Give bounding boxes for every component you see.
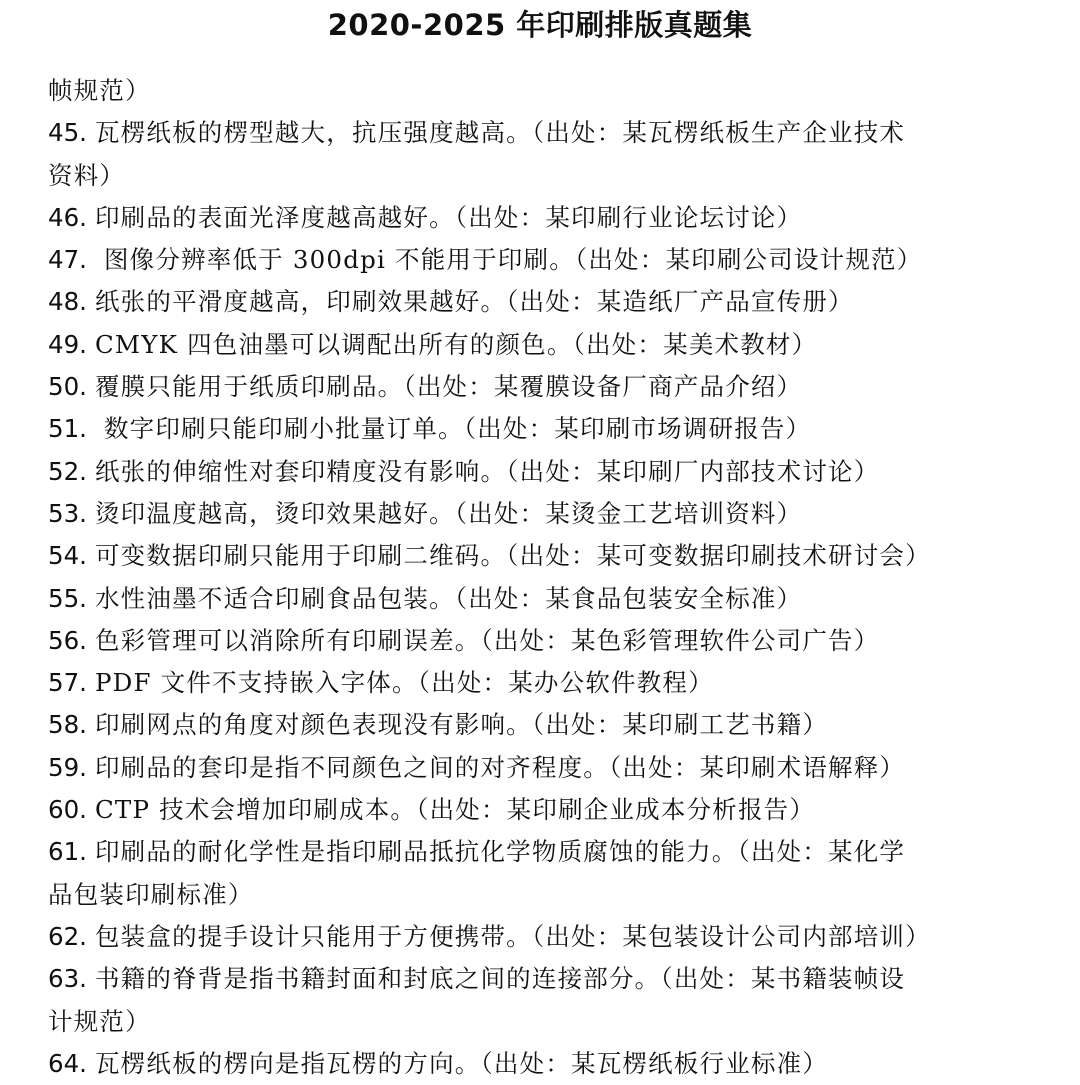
item-text: PDF 文件不支持嵌入字体。（出处：某办公软件教程） xyxy=(94,668,714,698)
item-text: 烫印温度越高，烫印效果越好。（出处：某烫金工艺培训资料） xyxy=(94,498,803,528)
item-number: 53. xyxy=(48,498,87,528)
item-text: 包装盒的提手设计只能用于方便携带。（出处：某包装设计公司内部培训） xyxy=(94,921,931,951)
item-text: 覆膜只能用于纸质印刷品。（出处：某覆膜设备厂商产品介绍） xyxy=(94,372,803,402)
item-number: 45. xyxy=(48,118,87,148)
list-item xyxy=(48,281,1048,323)
list-item xyxy=(48,408,1048,450)
item-text: 计规范） xyxy=(48,1006,151,1036)
list-item xyxy=(48,112,1048,154)
list-item xyxy=(48,831,1048,873)
list-item xyxy=(48,70,1048,112)
item-text: 瓦楞纸板的楞型越大，抗压强度越高。（出处：某瓦楞纸板生产企业技术 xyxy=(94,118,906,148)
item-number: 55. xyxy=(48,583,87,613)
item-number: 50. xyxy=(48,372,87,402)
item-number: 47. xyxy=(48,245,87,275)
item-number: 64. xyxy=(48,1048,87,1078)
item-text: CMYK 四色油墨可以调配出所有的颜色。（出处：某美术教材） xyxy=(94,329,818,359)
item-text: 资料） xyxy=(48,160,126,190)
list-item xyxy=(48,874,1048,916)
item-number: 63. xyxy=(48,964,87,994)
list-item xyxy=(48,493,1048,535)
list-item xyxy=(48,704,1048,746)
item-text: 印刷品的套印是指不同颜色之间的对齐程度。（出处：某印刷术语解释） xyxy=(94,752,906,782)
item-number: 60. xyxy=(48,795,87,825)
list-item xyxy=(48,620,1048,662)
item-text: 品包装印刷标准） xyxy=(48,879,254,909)
item-text: 纸张的平滑度越高，印刷效果越好。（出处：某造纸厂产品宣传册） xyxy=(94,287,854,317)
item-text: 书籍的脊背是指书籍封面和封底之间的连接部分。（出处：某书籍装帧设 xyxy=(94,964,906,994)
list-item xyxy=(48,239,1048,281)
list-item xyxy=(48,662,1048,704)
list-item xyxy=(48,366,1048,408)
item-text: 帧规范） xyxy=(48,76,151,105)
item-text: 印刷网点的角度对颜色表现没有影响。（出处：某印刷工艺书籍） xyxy=(94,710,829,740)
item-number: 49. xyxy=(48,329,87,359)
item-text: 印刷品的耐化学性是指印刷品抵抗化学物质腐蚀的能力。（出处：某化学 xyxy=(94,837,906,867)
question-list xyxy=(48,70,1048,1085)
item-text: 纸张的伸缩性对套印精度没有影响。（出处：某印刷厂内部技术讨论） xyxy=(94,456,880,486)
list-item xyxy=(48,958,1048,1000)
list-item xyxy=(48,1001,1048,1043)
item-number: 51. xyxy=(48,414,87,444)
list-item xyxy=(48,324,1048,366)
list-item xyxy=(48,789,1048,831)
item-number: 61. xyxy=(48,837,87,867)
list-item xyxy=(48,1043,1048,1085)
list-item xyxy=(48,747,1048,789)
item-number: 58. xyxy=(48,710,87,740)
item-text: 图像分辨率低于 300dpi 不能用于印刷。（出处：某印刷公司设计规范） xyxy=(94,245,923,275)
list-item xyxy=(48,451,1048,493)
item-text: 色彩管理可以消除所有印刷误差。（出处：某色彩管理软件公司广告） xyxy=(94,625,880,655)
item-text: 瓦楞纸板的楞向是指瓦楞的方向。（出处：某瓦楞纸板行业标准） xyxy=(94,1048,829,1078)
list-item xyxy=(48,197,1048,239)
item-number: 59. xyxy=(48,752,87,782)
item-number: 52. xyxy=(48,456,87,486)
item-text: 可变数据印刷只能用于印刷二维码。（出处：某可变数据印刷技术研讨会） xyxy=(94,541,931,571)
item-text: 印刷品的表面光泽度越高越好。（出处：某印刷行业论坛讨论） xyxy=(94,202,803,232)
list-item xyxy=(48,535,1048,577)
item-number: 62. xyxy=(48,921,87,951)
item-number: 46. xyxy=(48,202,87,232)
page-title: 2020-2025 年印刷排版真题集 xyxy=(327,8,753,42)
item-number: 54. xyxy=(48,541,87,571)
list-item xyxy=(48,155,1048,197)
item-number: 56. xyxy=(48,625,87,655)
list-item xyxy=(48,578,1048,620)
item-text: 水性油墨不适合印刷食品包装。（出处：某食品包装安全标准） xyxy=(94,583,803,613)
list-item xyxy=(48,916,1048,958)
item-number: 57. xyxy=(48,668,87,698)
item-text: 数字印刷只能印刷小批量订单。（出处：某印刷市场调研报告） xyxy=(94,414,812,444)
item-number: 48. xyxy=(48,287,87,317)
item-text: CTP 技术会增加印刷成本。（出处：某印刷企业成本分析报告） xyxy=(94,795,816,825)
